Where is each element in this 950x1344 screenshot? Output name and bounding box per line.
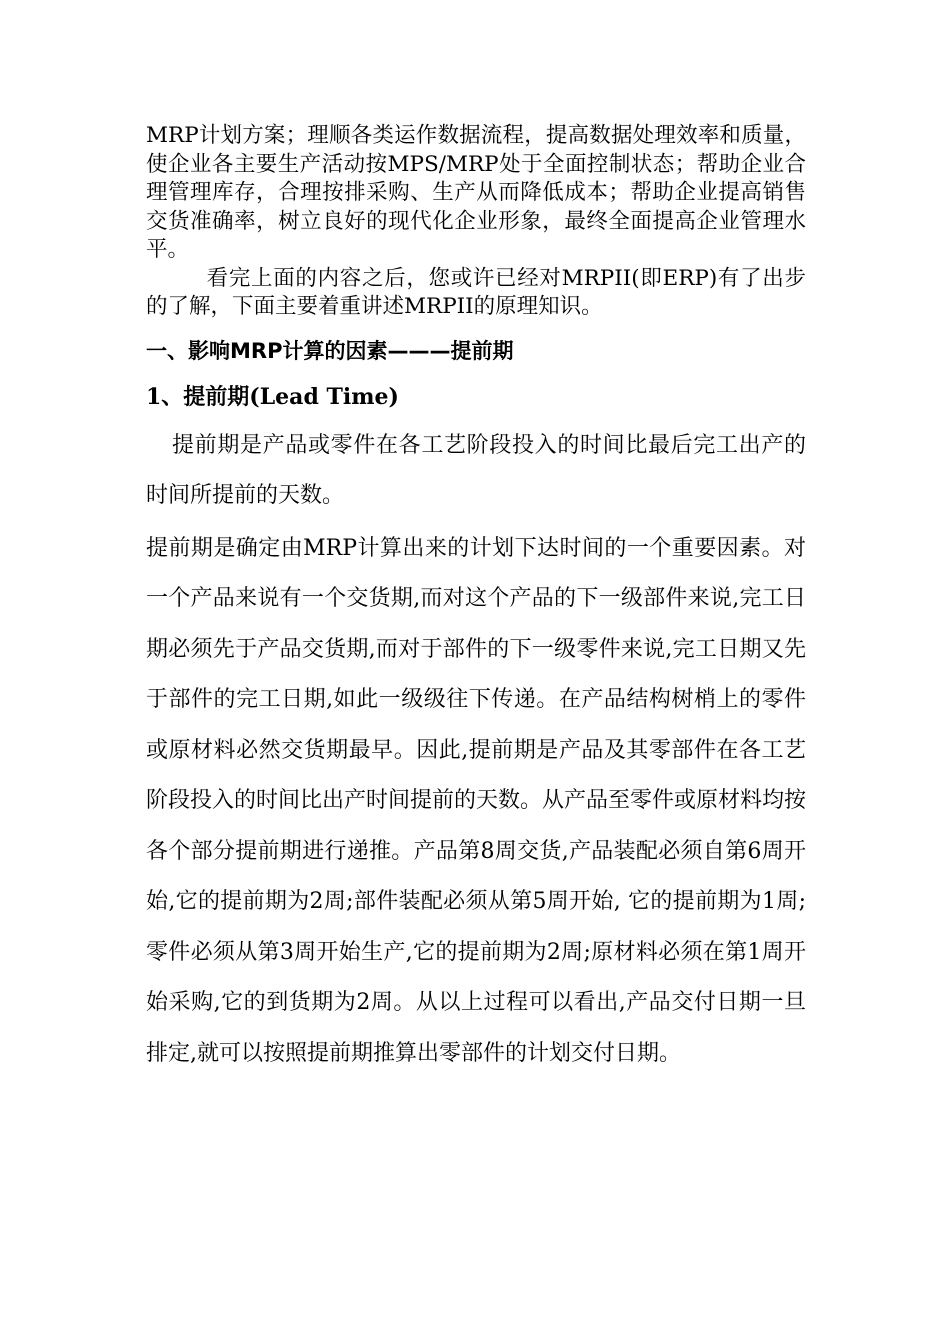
- document-page: [146, 122, 806, 1079]
- section-heading: 一、影响MRP计算的因素———提前期: [146, 338, 514, 363]
- definition-paragraph: 提前期是产品或零件在各工艺阶段投入的时间比最后完工出产的时间所提前的天数。: [146, 432, 806, 508]
- section-subheading: 1、提前期(Lead Time): [146, 383, 399, 410]
- intro-paragraph-2-text: 看完上面的内容之后，您或许已经对MRPII(即ERP)有了出步的了解，下面主要着重讲述MRPII的原理知识。: [146, 265, 806, 319]
- intro-paragraph-2: [146, 265, 806, 322]
- explanation-paragraph: 提前期是确定由MRP计算出来的计划下达时间的一个重要因素。对一个产品来说有一个交货期,而对这个产品的下一级部件来说,完工日期必须先于产品交货期,而对于部件的下一级零件来说,完工日期又先于部件的完工日期,如此一级级往下传递。在产品结构树梢上的零件或原材料必然交货期最早。因此,提前期是产品及其零部件在各工艺阶段投入的时间比出产时间提前的天数。从产品至零件或原材料均按各个部分提前期进行递推。产品第8周交货,产品装配必须自第6周开始,它的提前期为2周;部件装配必须从第5周开始, 它的提前期为1周;零件必须从第3周开始生产,它的提前期为2周;原材料必须在第1周开始采购,它的到货期为2周。从以上过程可以看出,产品交付日期一旦排定,就可以按照提前期推算出零部件的计划交付日期。: [146, 535, 807, 1066]
- intro-paragraph-1: MRP计划方案；理顺各类运作数据流程，提高数据处理效率和质量，使企业各主要生产活动按MPS/MRP处于全面控制状态；帮助企业合理管理库存，合理按排采购、生产从而降低成本；帮助企业提高销售交货准确率，树立良好的现代化企业形象，最终全面提高企业管理水平。: [146, 123, 806, 262]
